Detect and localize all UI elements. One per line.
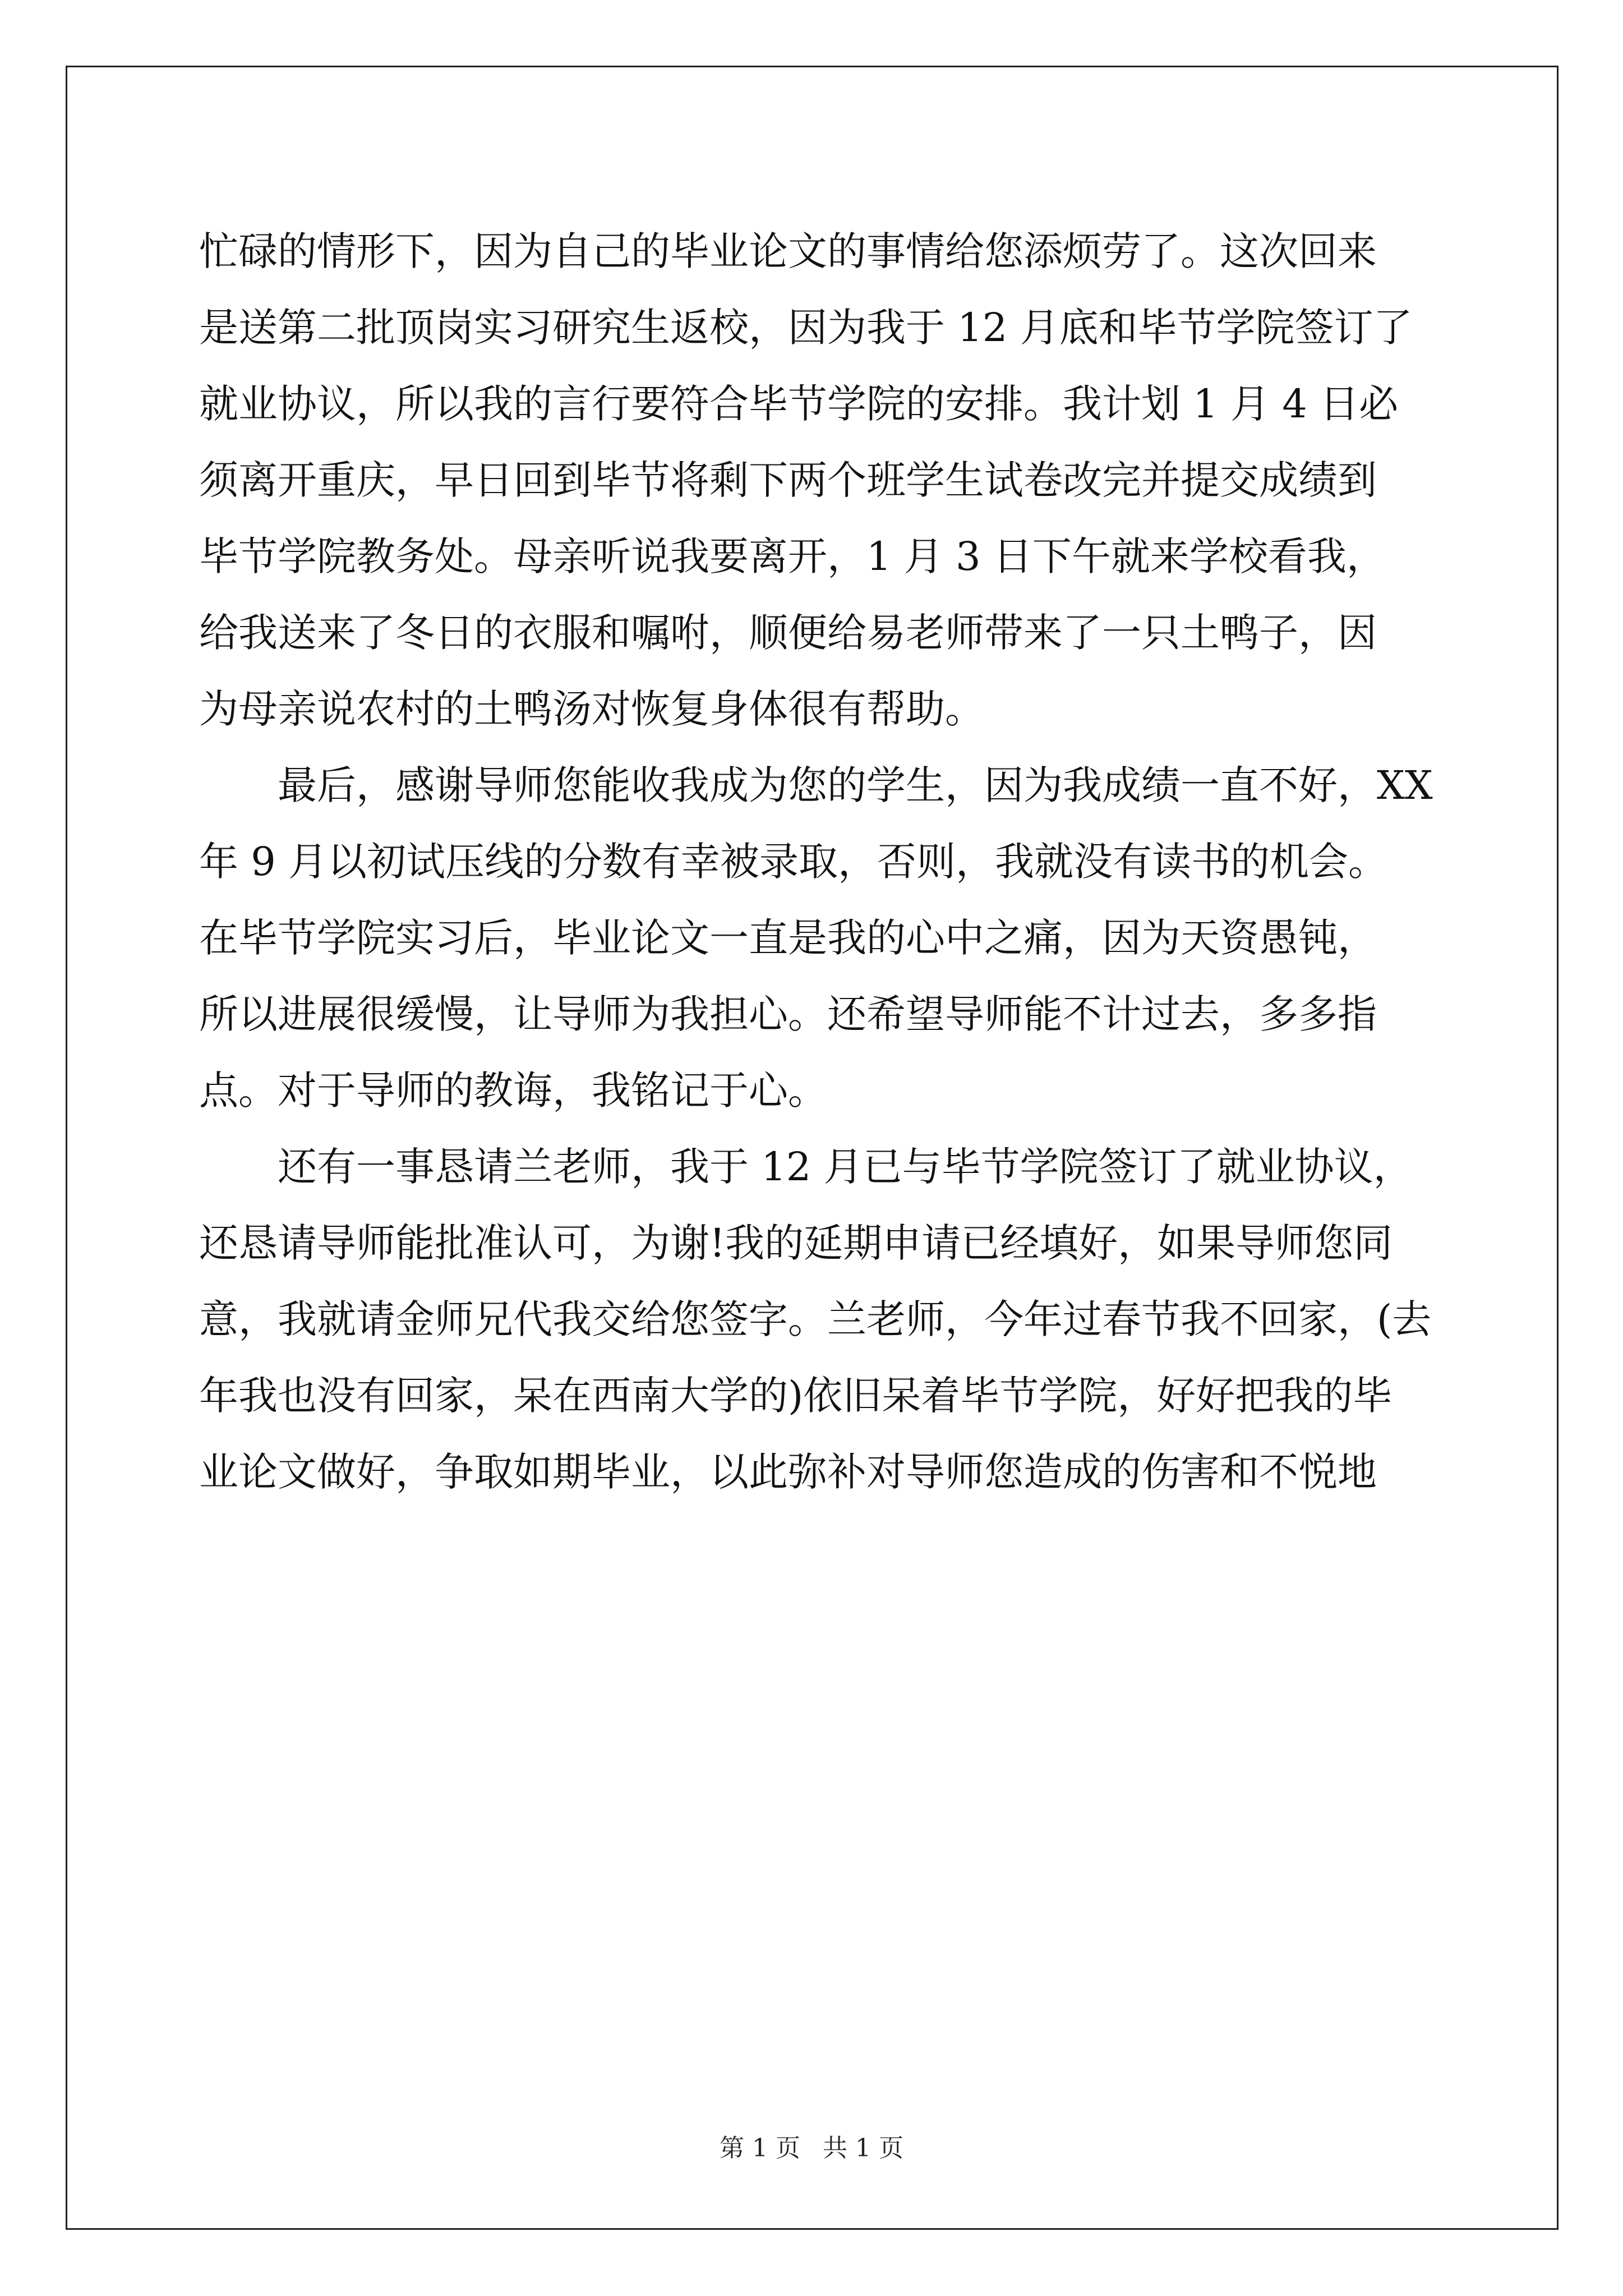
text-line: 年 9 月以初试压线的分数有幸被录取，否则，我就没有读书的机会。 xyxy=(199,839,1388,885)
document-body xyxy=(199,213,1433,1510)
text-line: 年我也没有回家，呆在西南大学的)依旧呆着毕节学院，好好把我的毕 xyxy=(199,1373,1393,1419)
text-line: 为母亲说农村的土鸭汤对恢复身体很有帮助。 xyxy=(199,686,984,732)
text-line: 还恳请导师能批准认可，为谢!我的延期申请已经填好，如果导师您同 xyxy=(199,1220,1393,1266)
text-line: 就业协议，所以我的言行要符合毕节学院的安排。我计划 1 月 4 日必 xyxy=(199,381,1399,427)
page-number: 第 1 页 xyxy=(720,2134,800,2162)
text-line: 业论文做好，争取如期毕业，以此弥补对导师您造成的伤害和不悦地 xyxy=(199,1449,1377,1495)
text-line: 意，我就请金师兄代我交给您签字。兰老师，今年过春节我不回家，(去 xyxy=(199,1296,1432,1342)
text-line: 是送第二批顶岗实习研究生返校，因为我于 12 月底和毕节学院签订了 xyxy=(199,305,1413,351)
text-line: 点。对于导师的教诲，我铭记于心。 xyxy=(199,1068,827,1114)
text-line: 毕节学院教务处。母亲听说我要离开，1 月 3 日下午就来学校看我， xyxy=(199,533,1386,579)
page-total: 共 1 页 xyxy=(823,2134,903,2162)
text-line: 所以进展很缓慢，让导师为我担心。还希望导师能不计过去，多多指 xyxy=(199,991,1377,1037)
page-footer xyxy=(0,2132,1623,2165)
text-line: 还有一事恳请兰老师，我于 12 月已与毕节学院签订了就业协议， xyxy=(199,1144,1413,1190)
text-line: 在毕节学院实习后，毕业论文一直是我的心中之痛，因为天资愚钝， xyxy=(199,915,1377,961)
text-line: 给我送来了冬日的衣服和嘱咐，顺便给易老师带来了一只土鸭子，因 xyxy=(199,610,1377,656)
text-line: 须离开重庆，早日回到毕节将剩下两个班学生试卷改完并提交成绩到 xyxy=(199,457,1377,503)
text-line: 最后，感谢导师您能收我成为您的学生，因为我成绩一直不好，XX xyxy=(199,762,1433,808)
text-line: 忙碌的情形下，因为自己的毕业论文的事情给您添烦劳了。这次回来 xyxy=(199,228,1377,274)
